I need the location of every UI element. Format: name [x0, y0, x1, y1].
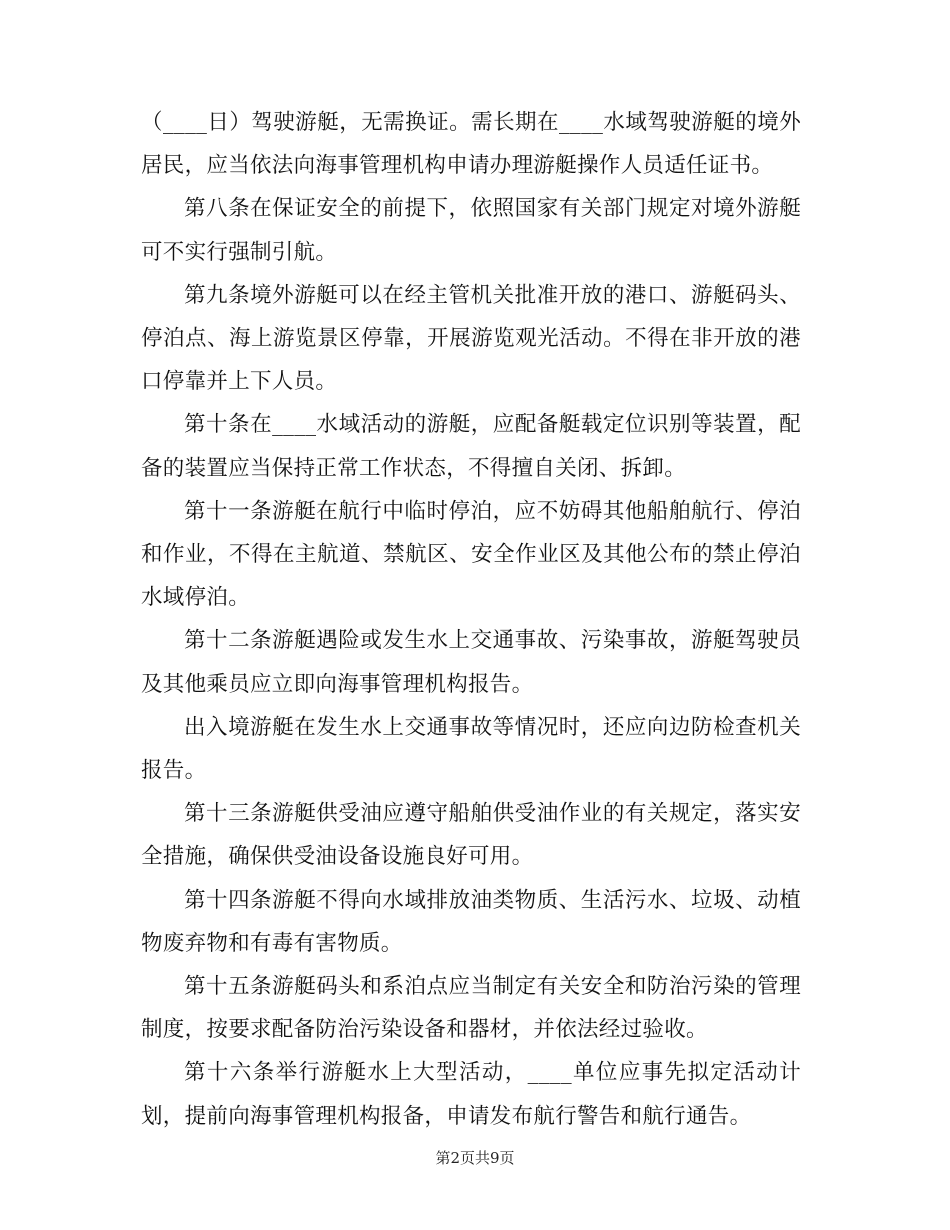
paragraph-article-15: 第十五条游艇码头和系泊点应当制定有关安全和防治污染的管理制度，按要求配备防治污染设备和器材，并依法经过验收。 — [141, 974, 801, 1043]
paragraph-article-16: 第十六条举行游艇水上大型活动，____单位应事先拟定活动计划，提前向海事管理机构报备，申请发布航行警告和航行通告。 — [141, 1060, 801, 1129]
paragraph-article-14: 第十四条游艇不得向水域排放油类物质、生活污水、垃圾、动植物废弃物和有毒有害物质。 — [141, 887, 801, 956]
paragraph-continuation: （____日）驾驶游艇，无需换证。需长期在____水域驾驶游艇的境外居民，应当依法向海事管理机构申请办理游艇操作人员适任证书。 — [141, 110, 801, 179]
paragraph-article-12-supplement: 出入境游艇在发生水上交通事故等情况时，还应向边防检查机关报告。 — [141, 714, 801, 784]
paragraph-article-8: 第八条在保证安全的前提下，依照国家有关部门规定对境外游艇可不实行强制引航。 — [141, 196, 801, 265]
page-number-footer: 第2页共9页 — [435, 1149, 515, 1167]
paragraph-article-11: 第十一条游艇在航行中临时停泊，应不妨碍其他船舶航行、停泊和作业，不得在主航道、禁航区、安全作业区及其他公布的禁止停泊水域停泊。 — [141, 498, 801, 611]
paragraph-article-9: 第九条境外游艇可以在经主管机关批准开放的港口、游艇码头、停泊点、海上游览景区停靠，开展游览观光活动。不得在非开放的港口停靠并上下人员。 — [141, 282, 801, 395]
document-body — [141, 101, 801, 1138]
paragraph-article-13: 第十三条游艇供受油应遵守船舶供受油作业的有关规定，落实安全措施，确保供受油设备设施良好可用。 — [141, 801, 801, 870]
paragraph-article-10: 第十条在____水域活动的游艇，应配备艇载定位识别等装置，配备的装置应当保持正常工作状态，不得擅自关闭、拆卸。 — [141, 412, 801, 481]
paragraph-article-12: 第十二条游艇遇险或发生水上交通事故、污染事故，游艇驾驶员及其他乘员应立即向海事管理机构报告。 — [141, 628, 801, 697]
